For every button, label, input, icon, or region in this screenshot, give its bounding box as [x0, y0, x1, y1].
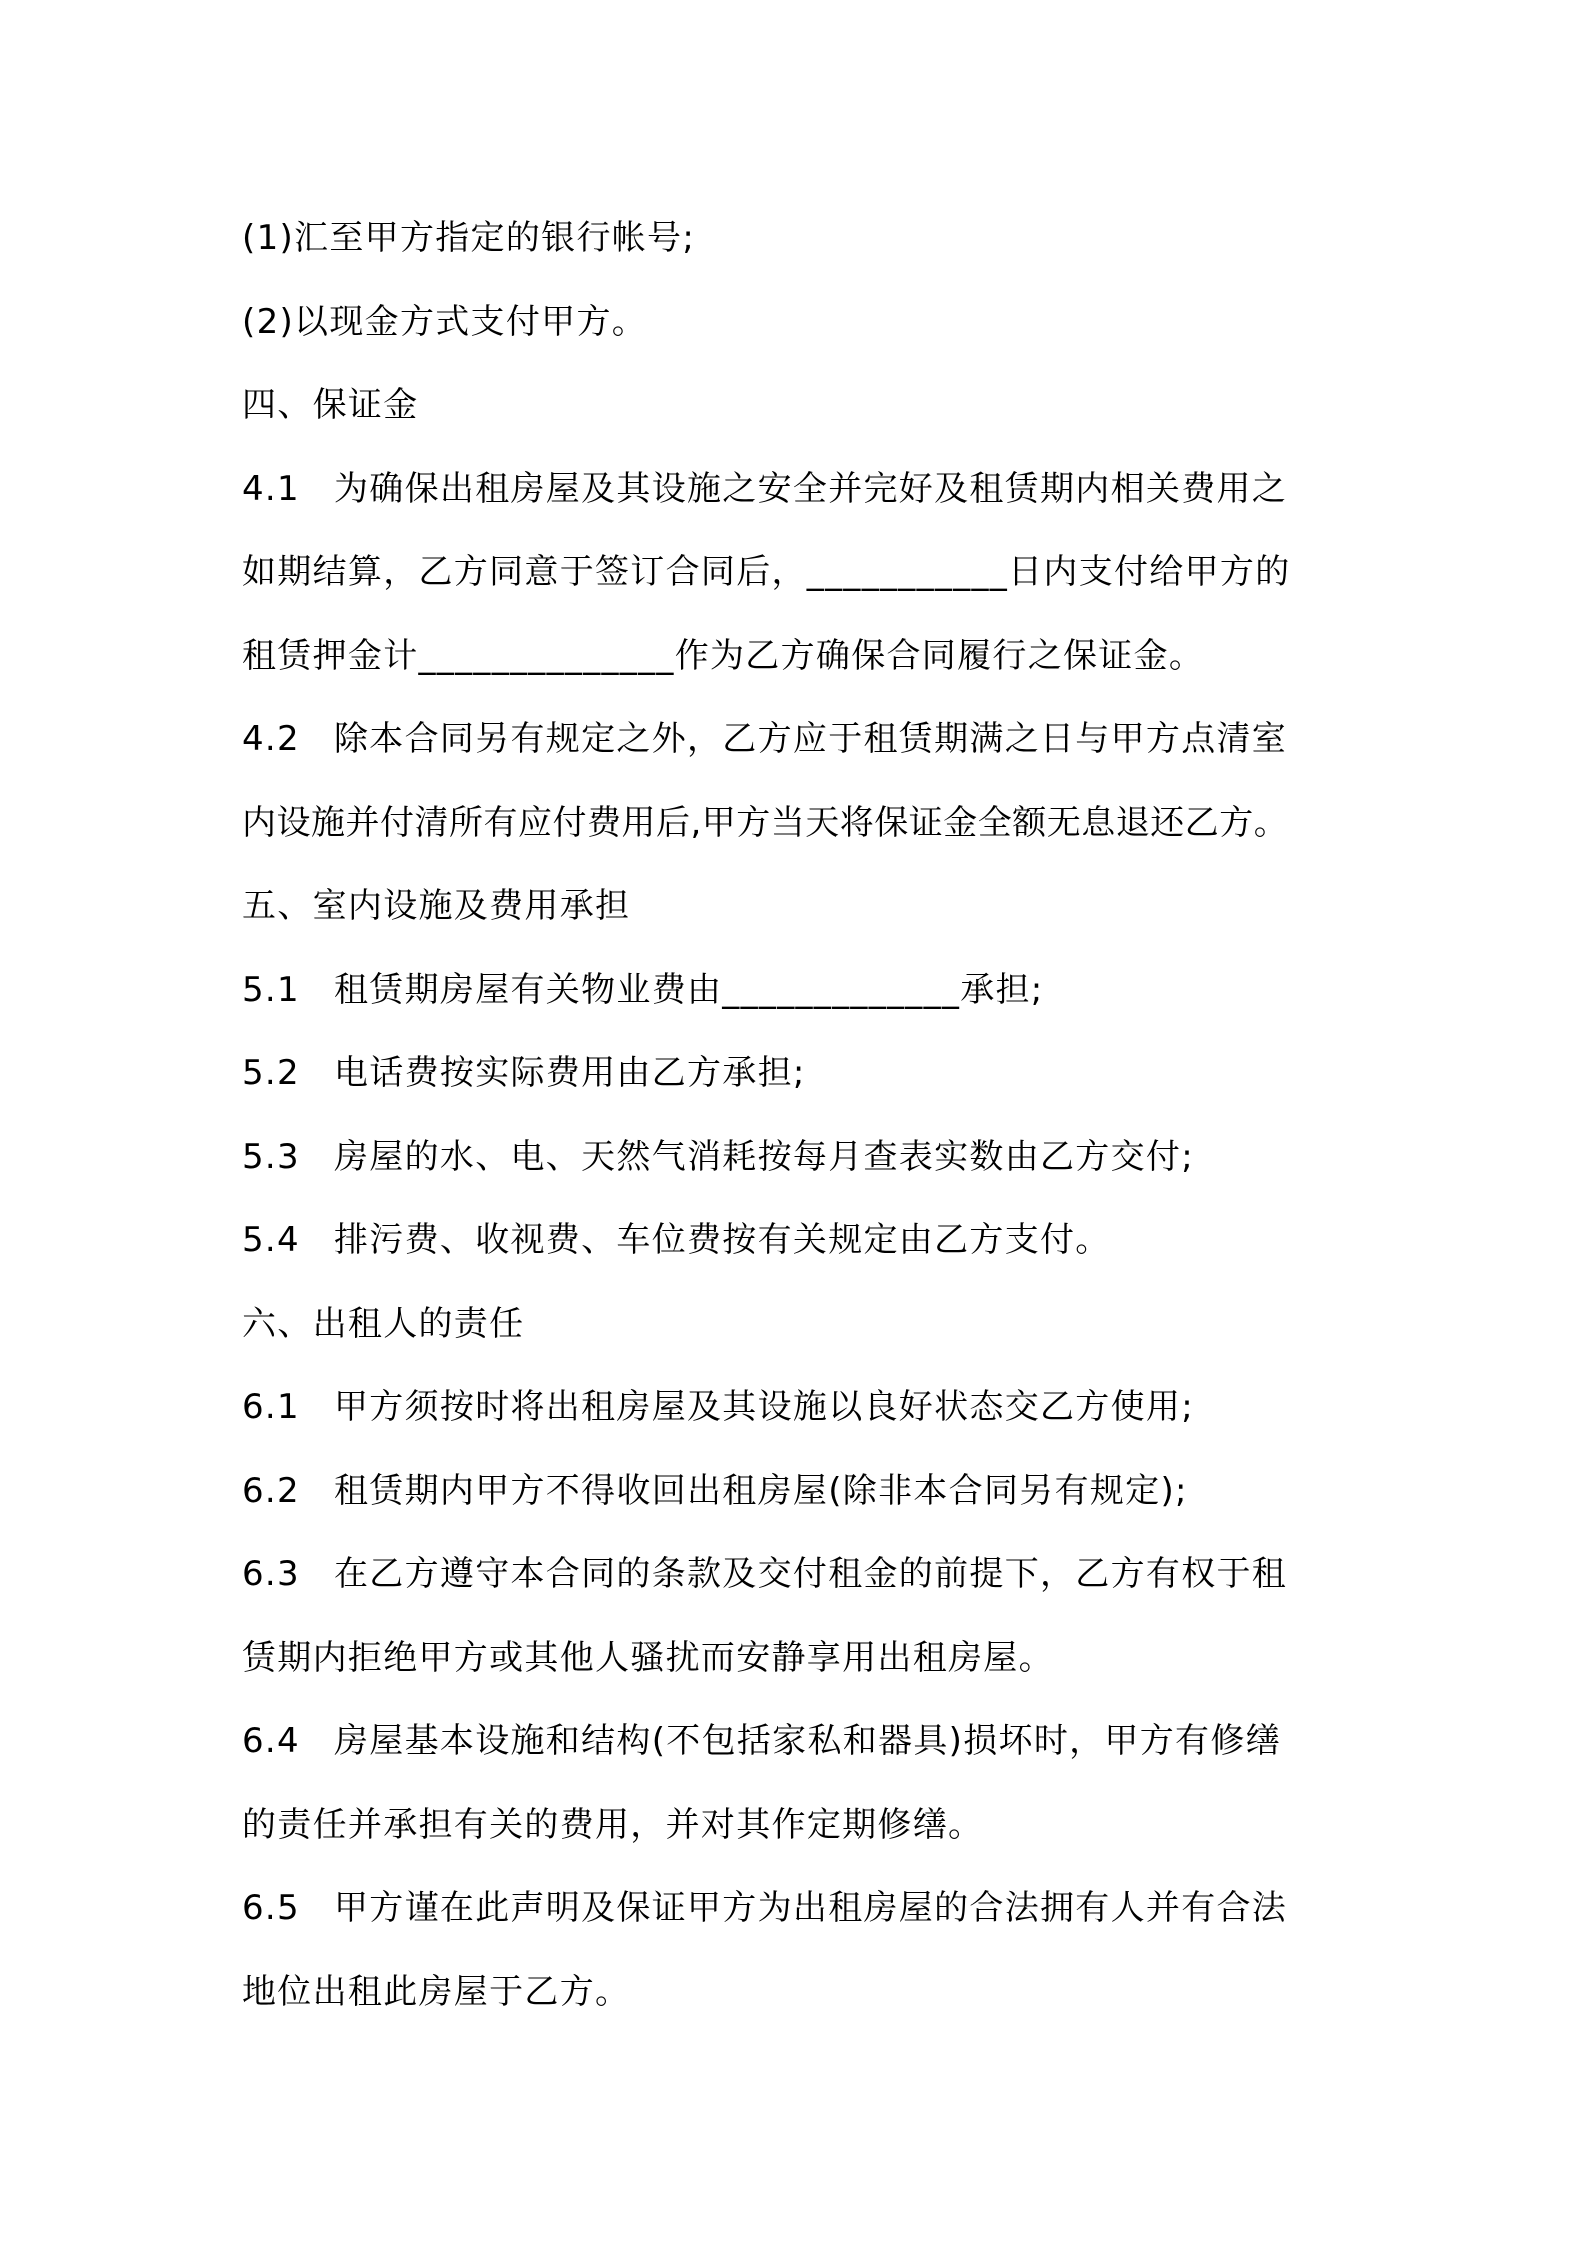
clause-4-2-continued [242, 782, 1392, 866]
clause-number: 5.1 [242, 969, 300, 1010]
document-body [242, 197, 1392, 2034]
clause-number: 6.1 [242, 1387, 300, 1427]
clause-text: 内设施并付清所有应付费用后,甲方当天将保证金全额无息退还乙方。 [242, 802, 1289, 843]
clause-text: 在乙方遵守本合同的条款及交付租金的前提下，乙方有权于租 [334, 1554, 1288, 1594]
line-text: (2)以现金方式支付甲方。 [242, 301, 648, 342]
clause-6-5-continued [242, 1951, 1392, 2035]
clause-number: 6.4 [242, 1721, 300, 1761]
clause-4-1-continued [242, 615, 1392, 699]
clause-5-4 [242, 1199, 1392, 1283]
clause-text: 的责任并承担有关的费用，并对其作定期修缮。 [242, 1804, 984, 1845]
clause-text: 地位出租此房屋于乙方。 [242, 1971, 631, 2012]
heading-text: 五、室内设施及费用承担 [242, 886, 631, 926]
payment-option-1 [242, 197, 1392, 281]
clause-number: 5.2 [242, 1053, 300, 1093]
clause-number: 4.2 [242, 719, 300, 759]
section-heading-deposit [242, 364, 1392, 448]
clause-text: 甲方须按时将出租房屋及其设施以良好状态交乙方使用; [334, 1387, 1194, 1427]
clause-number: 5.4 [242, 1220, 300, 1260]
section-heading-lessor-duties [242, 1283, 1392, 1367]
clause-number: 6.3 [242, 1554, 300, 1594]
clause-text: 赁期内拒绝甲方或其他人骚扰而安静享用出租房屋。 [242, 1637, 1054, 1678]
heading-text: 四、保证金 [242, 385, 419, 425]
clause-text: 租赁期内甲方不得收回出租房屋(除非本合同另有规定); [334, 1470, 1188, 1511]
clause-text: 除本合同另有规定之外，乙方应于租赁期满之日与甲方点清室 [334, 719, 1288, 759]
clause-5-1 [242, 949, 1392, 1033]
clause-4-1 [242, 448, 1392, 532]
clause-text: 房屋的水、电、天然气消耗按每月查表实数由乙方交付; [334, 1136, 1194, 1177]
clause-text: 租赁押金计______________作为乙方确保合同履行之保证金。 [242, 635, 1205, 676]
clause-number: 5.3 [242, 1136, 300, 1177]
clause-text: 房屋基本设施和结构(不包括家私和器具)损坏时，甲方有修缮 [334, 1721, 1281, 1761]
clause-6-4-continued [242, 1784, 1392, 1868]
clause-6-3-continued [242, 1617, 1392, 1701]
clause-6-3 [242, 1533, 1392, 1617]
clause-number: 6.5 [242, 1888, 300, 1928]
clause-text: 排污费、收视费、车位费按有关规定由乙方支付。 [334, 1220, 1111, 1260]
clause-text: 租赁期房屋有关物业费由_____________承担; [334, 969, 1044, 1010]
clause-text: 甲方谨在此声明及保证甲方为出租房屋的合法拥有人并有合法 [334, 1888, 1288, 1928]
clause-text: 如期结算，乙方同意于签订合同后，___________日内支付给甲方的 [242, 552, 1291, 592]
clause-6-4 [242, 1700, 1392, 1784]
clause-5-2 [242, 1032, 1392, 1116]
clause-5-3 [242, 1116, 1392, 1200]
clause-4-1-continued [242, 531, 1392, 615]
clause-6-5 [242, 1867, 1392, 1951]
clause-text: 为确保出租房屋及其设施之安全并完好及租赁期内相关费用之 [334, 468, 1288, 509]
heading-text: 六、出租人的责任 [242, 1303, 525, 1344]
line-text: (1)汇至甲方指定的银行帐号; [242, 218, 696, 258]
clause-number: 4.1 [242, 468, 300, 509]
clause-text: 电话费按实际费用由乙方承担; [334, 1053, 806, 1093]
clause-6-2 [242, 1450, 1392, 1534]
section-heading-facilities [242, 865, 1392, 949]
clause-number: 6.2 [242, 1470, 300, 1511]
clause-4-2 [242, 698, 1392, 782]
clause-6-1 [242, 1366, 1392, 1450]
payment-option-2 [242, 281, 1392, 365]
